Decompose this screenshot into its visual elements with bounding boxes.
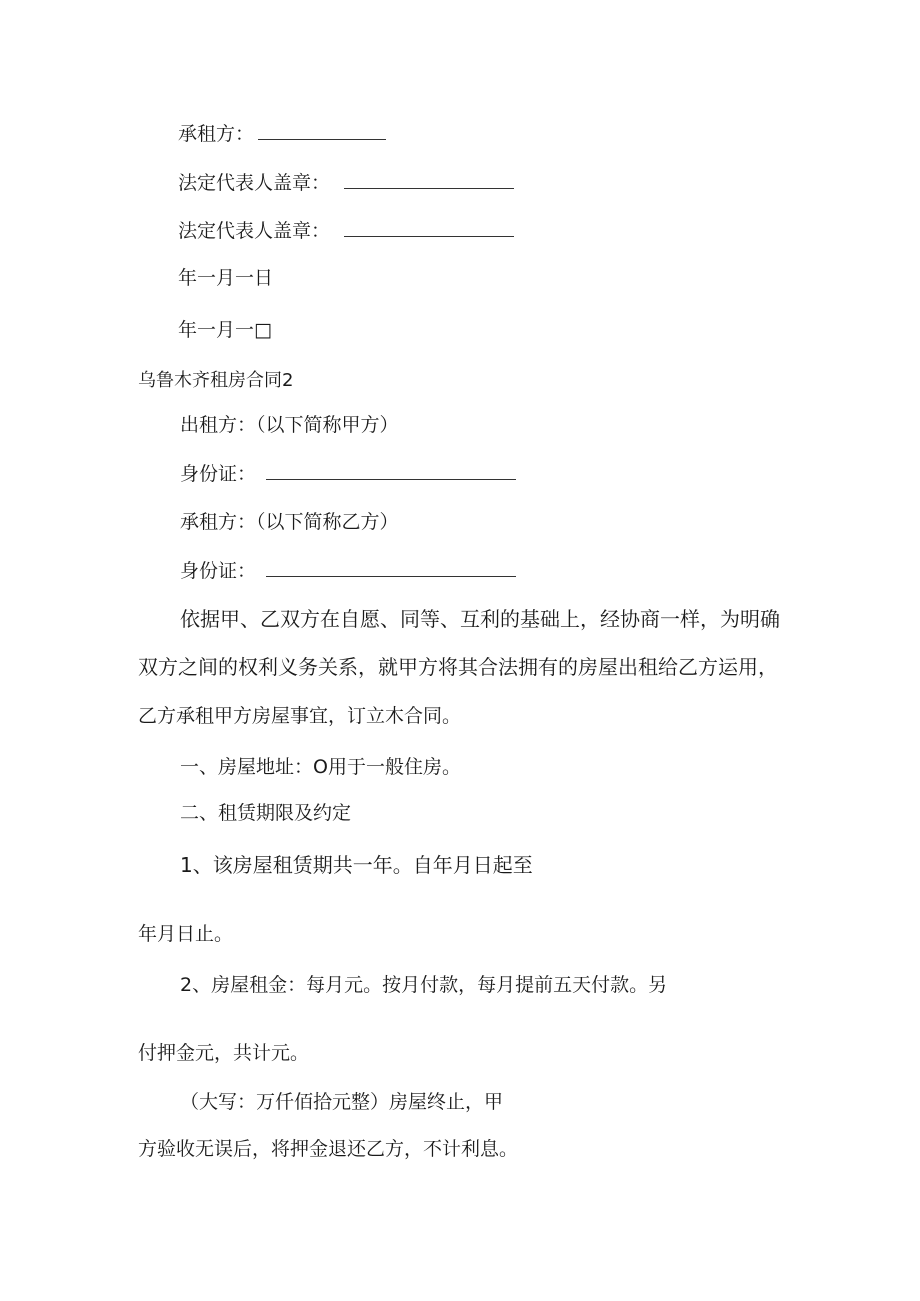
legal-rep-seal-blank — [344, 222, 514, 237]
legal-rep-seal-line-1 — [178, 171, 514, 195]
date-line-1: 年一月一日 — [178, 267, 274, 289]
id-blank — [266, 465, 516, 480]
legal-rep-seal-label: 法定代表人盖章： — [178, 220, 331, 242]
contract-title: 乌鲁木齐租房合同2 — [138, 370, 294, 391]
intro-paragraph-line-1: 依据甲、乙双方在自愿、同等、互利的基础上，经协商一样，为明确 — [180, 607, 780, 631]
item-2-line-2: 付押金元，共计元。 — [138, 1042, 310, 1064]
lessee-blank — [258, 125, 386, 140]
lessee-line: 承租方：（以下简称乙方） — [180, 511, 399, 533]
lessor-line: 出租方：（以下简称甲方） — [180, 414, 399, 436]
lessor-id-line — [180, 462, 516, 486]
id-label: 身份证： — [180, 463, 257, 485]
lessee-signature-line — [178, 122, 386, 146]
item-1-line-1: 1、该房屋租赁期共一年。自年月日起至 — [180, 853, 533, 877]
date-line-2: 年一月一□ — [178, 319, 272, 341]
item-3-line-1: （大写：万仟佰拾元整）房屋终止，甲 — [180, 1091, 504, 1113]
legal-rep-seal-line-2 — [178, 219, 514, 243]
id-label: 身份证： — [180, 560, 257, 582]
item-2-line-1: 2、房屋租金：每月元。按月付款，每月提前五天付款。另 — [180, 974, 668, 996]
clause-2: 二、租赁期限及约定 — [180, 802, 352, 824]
intro-paragraph-line-2: 双方之间的权利义务关系，就甲方将其合法拥有的房屋出租给乙方运用， — [138, 655, 778, 679]
legal-rep-seal-blank — [344, 174, 514, 189]
legal-rep-seal-label: 法定代表人盖章： — [178, 172, 331, 194]
intro-paragraph-line-3: 乙方承租甲方房屋事宜，订立木合同。 — [138, 705, 462, 727]
item-1-line-2: 年月日止。 — [138, 923, 234, 945]
id-blank — [266, 562, 516, 577]
item-3-line-2: 方验收无误后，将押金退还乙方，不计利息。 — [138, 1138, 519, 1160]
lessee-id-line — [180, 559, 516, 583]
clause-1: 一、房屋地址：O用于一般住房。 — [180, 756, 461, 778]
lessee-label: 承租方： — [178, 123, 255, 145]
